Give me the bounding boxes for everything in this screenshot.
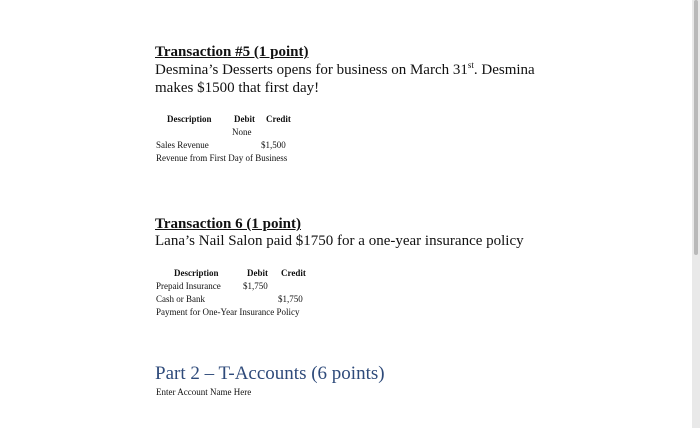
t6-header-debit: Debit: [247, 268, 268, 278]
account-name-placeholder[interactable]: Enter Account Name Here: [156, 387, 252, 397]
t5-header-credit: Credit: [266, 114, 291, 124]
t6-header-credit: Credit: [281, 268, 306, 278]
transaction-5-heading: Transaction #5 (1 point): [155, 44, 309, 60]
t5-row0-debit: None: [232, 127, 252, 137]
part-2-title: Part 2 – T-Accounts (6 points): [155, 363, 385, 384]
transaction-5-text-line-1-end: . Desmina: [473, 62, 535, 78]
transaction-6-heading: Transaction 6 (1 point): [155, 216, 301, 232]
t5-memo: Revenue from First Day of Business: [156, 153, 288, 163]
scrollbar-thumb[interactable]: [694, 0, 698, 255]
t5-row1-description: Sales Revenue: [156, 140, 209, 150]
t6-memo: Payment for One-Year Insurance Policy: [156, 307, 300, 317]
t5-header-debit: Debit: [234, 114, 255, 124]
t6-row2-credit: $1,750: [278, 294, 303, 304]
vertical-scrollbar[interactable]: [692, 0, 700, 428]
t5-row1-credit: $1,500: [261, 140, 286, 150]
t6-row2-description: Cash or Bank: [156, 294, 205, 304]
transaction-5-text-line-1: [155, 62, 535, 79]
t6-header-description: Description: [174, 268, 219, 278]
transaction-5-ordinal-suffix: st: [467, 60, 474, 70]
transaction-5-text-line-1-main: Desmina’s Desserts opens for business on March 31: [155, 62, 468, 78]
transaction-6-text-line-1: Lana’s Nail Salon paid $1750 for a one-year insurance policy: [155, 233, 524, 249]
transaction-5-text-line-2: makes $1500 that first day!: [155, 80, 320, 96]
t6-row1-debit: $1,750: [243, 281, 268, 291]
t6-row1-description: Prepaid Insurance: [156, 281, 221, 291]
t5-header-description: Description: [167, 114, 212, 124]
